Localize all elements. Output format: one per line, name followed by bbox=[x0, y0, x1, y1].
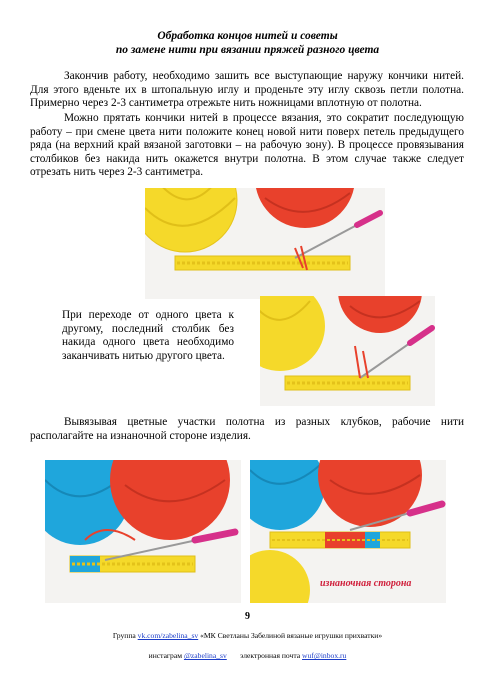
photo-crochet-swatch-1 bbox=[145, 188, 385, 299]
footer-line-1 bbox=[0, 631, 495, 640]
email-link[interactable]: wuf@inbox.ru bbox=[302, 651, 347, 660]
page-title-line2: по замене нити при вязании пряжей разного цвета bbox=[115, 44, 380, 56]
instagram-link[interactable]: @zabelina_sv bbox=[183, 651, 227, 660]
photo-crochet-swatch-3 bbox=[45, 460, 241, 603]
paragraph-3: При переходе от одного цвета к другому, последний столбик без накида одного цвета необходимо заканчивать нитью другого цвета. bbox=[62, 309, 234, 362]
vk-group-link[interactable]: vk.com/zabelina_sv bbox=[137, 631, 199, 640]
paragraph-4: Вывязывая цветные участки полотна из разных клубков, рабочие нити располагайте на изнаночной стороне изделия. bbox=[30, 416, 464, 442]
paragraph-2: Можно прятать кончики нитей в процессе вязания, это сократит последующую работу – при смене цвета нити положите конец новой нити поверх петель предыдущего ряда (на верхний край вязаной заготовки – на рабочую зону). В процессе провязывания столбиков без накида нить окажется внутри полотна. В этом случае также следует отрезать нить через 2-3 сантиметра. bbox=[30, 112, 464, 179]
page-number: 9 bbox=[245, 611, 250, 622]
footer-group-prefix: Группа bbox=[112, 631, 136, 640]
footer-group-suffix: «МК Светланы Забелиной вязаные игрушки прихватки» bbox=[200, 631, 383, 640]
wrong-side-label: изнаночная сторона bbox=[320, 578, 412, 589]
paragraph-1: Закончив работу, необходимо зашить все выступающие наружу кончики нитей. Для этого вденьте их в штопальную иглу и проденьте эту иглу сквозь петли полотна. Примерно через 2-3 сантиметра отрежьте нить ножницами вплотную от полотна. bbox=[30, 70, 464, 110]
photo-crochet-swatch-2 bbox=[260, 296, 435, 406]
photo-crochet-swatch-4-wrong-side bbox=[250, 460, 446, 603]
page-title-line1: Обработка концов нитей и советы bbox=[157, 30, 338, 42]
footer-email-prefix: электронная почта bbox=[240, 651, 301, 660]
footer-instagram-prefix: инстаграм bbox=[148, 651, 183, 660]
footer-line-2 bbox=[0, 651, 495, 660]
